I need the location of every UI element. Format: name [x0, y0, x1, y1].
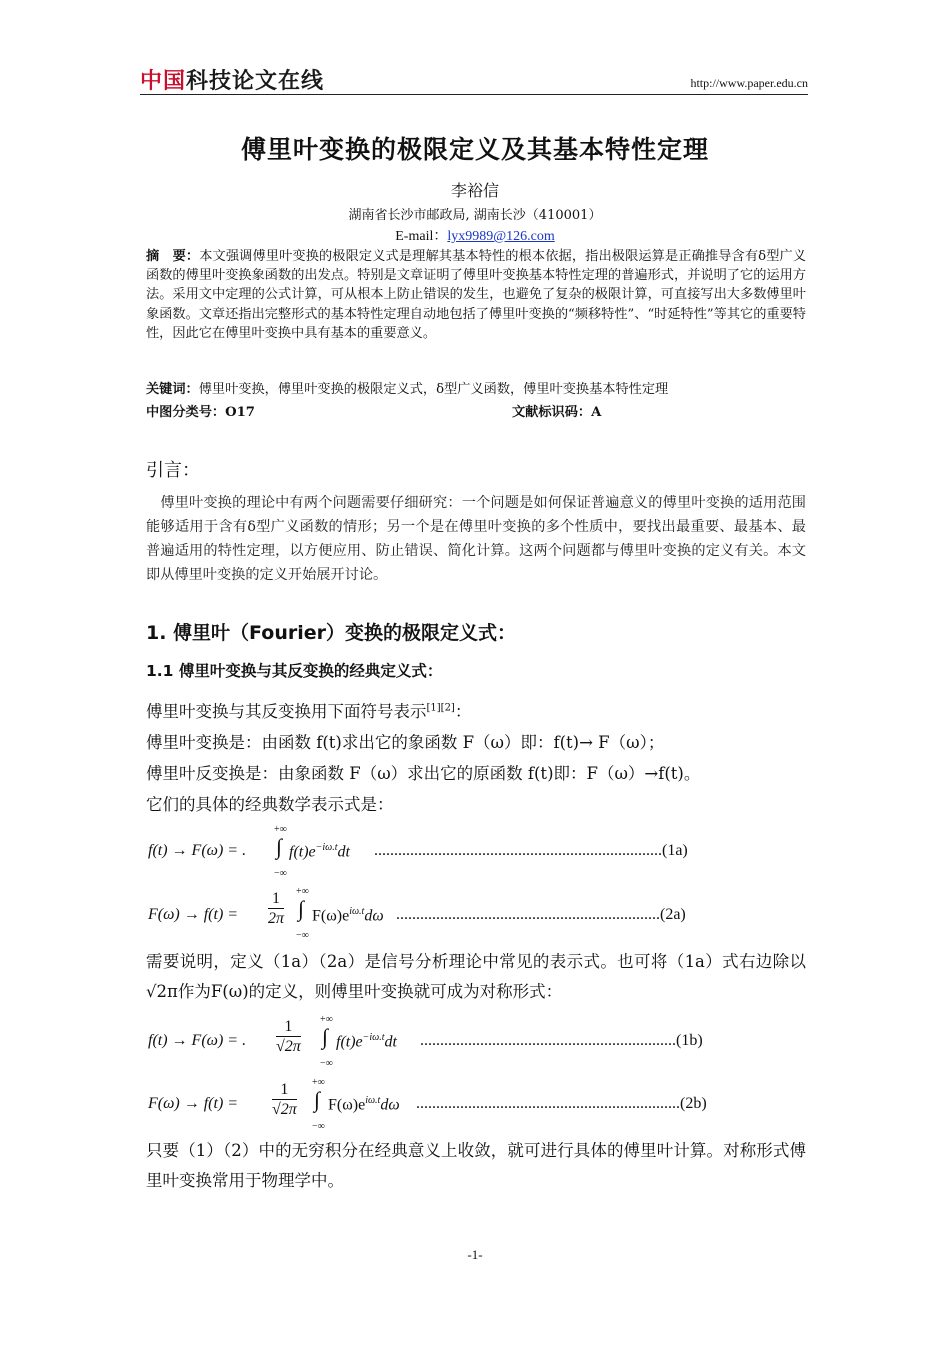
abstract [146, 247, 806, 343]
equation-2b: F(ω) → f(t) = $\frac{1}{√2\pi}$ +∞ ∫ −∞ $F(\omega)e^{i\omega.t}d\omega$ ..................................................................(2b) [148, 1077, 707, 1132]
body-line: 傅里叶反变换是：由象函数 F（ω）求出它的原函数 f(t)即：F（ω）→f(t)。 [146, 764, 701, 783]
author-name: 李裕信 [450, 181, 499, 200]
integral-sign: ∫ [276, 834, 283, 859]
clc-number: 中图分类号：O17 [146, 405, 255, 420]
integral-sign: ∫ [298, 896, 305, 921]
intro-heading: 引言： [146, 460, 200, 481]
body-line: 它们的具体的经典数学表示式是： [146, 795, 394, 814]
equation-1b: f(t) → F(ω) = . $\frac{1}{√2\pi}$ +∞ ∫ −∞ $f(t)e^{-i\omega.t}dt$ ................................................................(1b) [148, 1014, 703, 1069]
paper-title: 傅里叶变换的极限定义及其基本特性定理 [240, 135, 709, 164]
abstract-label: 摘 要： [146, 249, 200, 264]
author-affiliation: 湖南省长沙市邮政局, 湖南长沙（410001） [348, 208, 602, 223]
keywords: 关键词：傅里叶变换，傅里叶变换的极限定义式，δ型广义函数，傅里叶变换基本特性定理 [146, 382, 669, 397]
document-code: 文献标识码：A [512, 405, 602, 420]
subsection-heading: 1.1 傅里叶变换与其反变换的经典定义式： [146, 662, 443, 680]
body-paragraph: 需要说明，定义（1a）（2a）是信号分析理论中常见的表示式。也可将（1a）式右边除以√2π作为F(ω)的定义，则傅里叶变换就可成为对称形式： [146, 952, 806, 1001]
abstract-text: 本文强调傅里叶变换的极限定义式是理解其基本特性的根本依据，指出极限运算是正确推导含有δ型广义函数的傅里叶变换象函数的出发点。特别是文章证明了傅里叶变换基本特性定理的普遍形式，并说明了它的运用方法。采用文中定理的公式计算，可从根本上防止错误的发生，也避免了复杂的极限计算，可直接写出大多数傅里叶象函数。文章还指出完整形式的基本特性定理自动地包括了傅里叶变换的“频移特性”、“时延特性”等其它的重要特性，因此它在傅里叶变换中具有基本的重要意义。 [146, 249, 807, 341]
section-heading: 1. 傅里叶（Fourier）变换的极限定义式： [146, 622, 516, 644]
citation-refs[interactable]: [1][2] [426, 702, 455, 714]
integral-sign: ∫ [314, 1087, 321, 1112]
integral-sign: ∫ [322, 1024, 329, 1049]
author-email: E-mail：lyx9989@126.com [395, 229, 555, 244]
fraction: $\frac{1}{√2\pi}$ [272, 1081, 297, 1118]
body-paragraph: 只要（1）（2）中的无穷积分在经典意义上收敛，就可进行具体的傅里叶计算。对称形式傅里叶变换常用于物理学中。 [146, 1141, 806, 1190]
fraction: $\frac{1}{2\pi}$ [268, 890, 285, 927]
intro-paragraph: 傅里叶变换的理论中有两个问题需要仔细研究：一个问题是如何保证普遍意义的傅里叶变换的适用范围能够适用于含有δ型广义函数的情形；另一个是在傅里叶变换的多个性质中，要找出最重要、最基本、最普遍适用的特性定理，以方便应用、防止错误、简化计算。这两个问题都与傅里叶变换的定义有关。本文即从傅里叶变换的定义开始展开讨论。 [146, 495, 806, 583]
page-number: -1- [467, 1247, 483, 1262]
equation-1a: f(t) → F(ω) = . +∞ ∫ −∞ $f(t)e^{-i\omega.t}dt$ ........................................................................(1a) [148, 824, 688, 879]
equation-2a: F(ω) → f(t) = $\frac{1}{2\pi}$ +∞ ∫ −∞ $F(\omega)e^{i\omega.t}d\omega$ ..................................................................(2a) [148, 886, 686, 941]
body-line: 傅里叶变换是：由函数 f(t)求出它的象函数 F（ω）即：f(t)→ F（ω）； [146, 733, 665, 752]
email-link[interactable]: lyx9989@126.com [447, 229, 555, 244]
body-line: 傅里叶变换与其反变换用下面符号表示[1][2]： [146, 702, 472, 721]
page-header [140, 62, 808, 95]
site-logo: 中国科技论文在线 [140, 69, 325, 94]
site-url[interactable]: http://www.paper.edu.cn [690, 76, 808, 90]
fraction: $\frac{1}{√2\pi}$ [276, 1018, 301, 1055]
